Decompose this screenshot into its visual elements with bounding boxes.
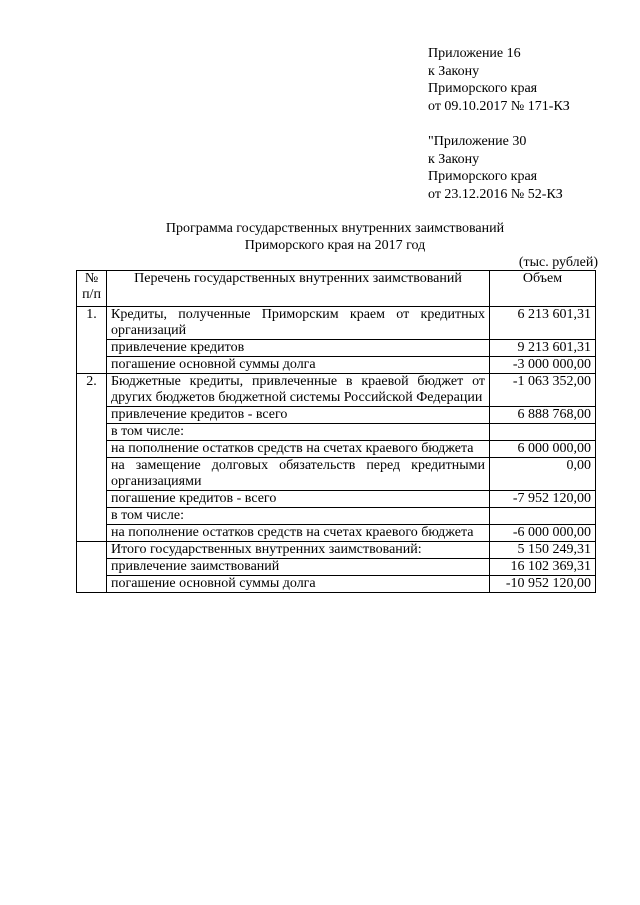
row-name: Бюджетные кредиты, привлеченные в краевой бюджет от других бюджетов бюджетной системы Российской Федерации: [107, 374, 490, 407]
annex-line: "Приложение 30: [428, 134, 527, 149]
table-row: [77, 441, 596, 458]
document-title: [80, 220, 590, 254]
row-name: в том числе:: [107, 424, 490, 441]
annex-line: от 23.12.2016 № 52-КЗ: [428, 186, 563, 202]
annex-line: к Закону: [428, 63, 480, 79]
unit-label: (тыс. рублей): [518, 255, 598, 270]
row-value: [490, 508, 596, 525]
row-value: [490, 424, 596, 441]
row-name: привлечение кредитов: [107, 340, 490, 357]
row-value: 5 150 249,31: [490, 542, 596, 559]
title-line-2: Приморского края на 2017 год: [244, 238, 426, 253]
table-row: [77, 458, 596, 491]
row-name: в том числе:: [107, 508, 490, 525]
row-name: Кредиты, полученные Приморским краем от кредитных организаций: [107, 307, 490, 340]
table-row: [77, 374, 596, 407]
title-line-1: Программа государственных внутренних заимствований: [165, 221, 505, 236]
borrowing-program-table: [76, 270, 596, 593]
row-value: -6 000 000,00: [490, 525, 596, 542]
table-row: [77, 559, 596, 576]
table-header-row: [77, 271, 596, 307]
row-name: привлечение заимствований: [107, 559, 490, 576]
row-name: привлечение кредитов - всего: [107, 407, 490, 424]
table-row: [77, 424, 596, 441]
row-number: 1.: [77, 307, 107, 374]
row-value: -3 000 000,00: [490, 357, 596, 374]
row-name: на пополнение остатков средств на счетах краевого бюджета: [107, 441, 490, 458]
table-row: [77, 576, 596, 593]
table-row: [77, 542, 596, 559]
row-name: на пополнение остатков средств на счетах краевого бюджета: [107, 525, 490, 542]
row-value: 16 102 369,31: [490, 559, 596, 576]
row-value: 6 213 601,31: [490, 307, 596, 340]
table-row: [77, 508, 596, 525]
row-name: на замещение долговых обязательств перед кредитными организациями: [107, 458, 490, 491]
header-volume: Объем: [490, 271, 596, 307]
row-value: -1 063 352,00: [490, 374, 596, 407]
annex-line: от 09.10.2017 № 171-КЗ: [428, 98, 570, 114]
row-value: 9 213 601,31: [490, 340, 596, 357]
table-row: [77, 407, 596, 424]
table-row: [77, 307, 596, 340]
row-value: 6 000 000,00: [490, 441, 596, 458]
row-number: [77, 542, 107, 593]
row-name: Итого государственных внутренних заимствований:: [107, 542, 490, 559]
row-value: -10 952 120,00: [490, 576, 596, 593]
row-number: 2.: [77, 374, 107, 542]
table-row: [77, 525, 596, 542]
annex-current-block: [428, 45, 628, 115]
annex-line: Приморского края: [428, 81, 538, 96]
table-row: [77, 357, 596, 374]
annex-line: Приморского края: [428, 169, 538, 184]
annex-line: Приложение 16: [428, 46, 521, 61]
row-name: погашение основной суммы долга: [107, 357, 490, 374]
annex-line: к Закону: [428, 151, 480, 167]
row-value: 0,00: [490, 458, 596, 491]
table-row: [77, 491, 596, 508]
row-value: 6 888 768,00: [490, 407, 596, 424]
row-name: погашение кредитов - всего: [107, 491, 490, 508]
row-name: погашение основной суммы долга: [107, 576, 490, 593]
row-value: -7 952 120,00: [490, 491, 596, 508]
table-row: [77, 340, 596, 357]
header-name: Перечень государственных внутренних заимствований: [107, 271, 490, 307]
header-num: № п/п: [77, 271, 107, 307]
annex-original-block: [428, 133, 628, 203]
